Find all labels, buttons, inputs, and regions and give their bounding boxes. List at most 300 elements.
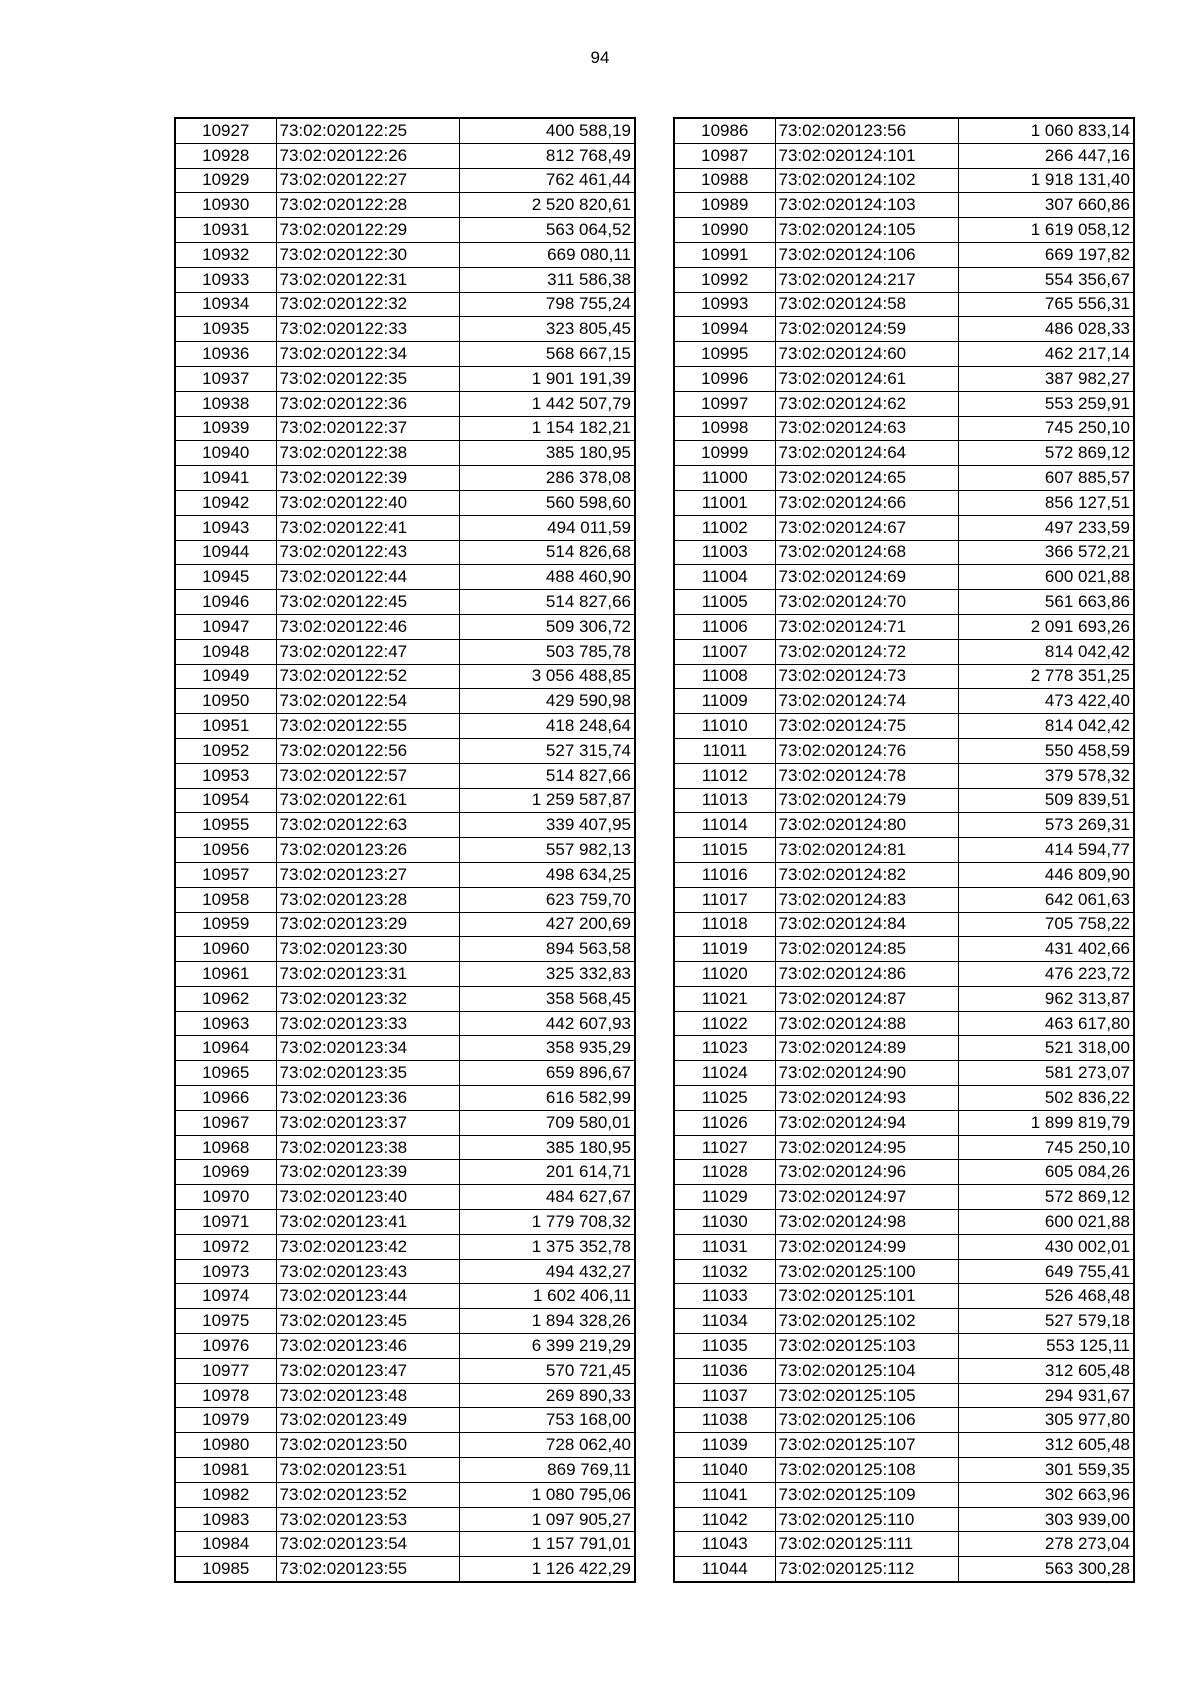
cadastral-number-cell: 73:02:020124:98 (775, 1210, 958, 1235)
table-row (674, 1259, 1134, 1284)
cadastral-number-cell: 73:02:020122:44 (276, 565, 459, 590)
cadastral-number-cell: 73:02:020122:39 (276, 466, 459, 491)
cadastral-number-cell: 73:02:020124:88 (775, 1011, 958, 1036)
value-cell: 1 375 352,78 (459, 1234, 635, 1259)
table-row (175, 118, 635, 143)
table-row (175, 1135, 635, 1160)
value-cell: 442 607,93 (459, 1011, 635, 1036)
table-row (175, 1557, 635, 1582)
cadastral-number-cell: 73:02:020124:75 (775, 714, 958, 739)
cadastral-number-cell: 73:02:020124:76 (775, 738, 958, 763)
row-number-cell: 10966 (175, 1086, 276, 1111)
value-cell: 3 056 488,85 (459, 664, 635, 689)
table-row (674, 1061, 1134, 1086)
row-number-cell: 10952 (175, 738, 276, 763)
row-number-cell: 11033 (674, 1284, 775, 1309)
value-cell: 339 407,95 (459, 813, 635, 838)
row-number-cell: 10930 (175, 193, 276, 218)
table-row (175, 986, 635, 1011)
cadastral-number-cell: 73:02:020125:109 (775, 1482, 958, 1507)
table-row (175, 1284, 635, 1309)
row-number-cell: 11037 (674, 1383, 775, 1408)
cadastral-number-cell: 73:02:020124:97 (775, 1185, 958, 1210)
table-row (175, 342, 635, 367)
value-cell: 568 667,15 (459, 342, 635, 367)
cadastral-number-cell: 73:02:020125:107 (775, 1433, 958, 1458)
row-number-cell: 10967 (175, 1110, 276, 1135)
cadastral-number-cell: 73:02:020123:27 (276, 862, 459, 887)
table-row (175, 466, 635, 491)
cadastral-number-cell: 73:02:020123:33 (276, 1011, 459, 1036)
row-number-cell: 11026 (674, 1110, 775, 1135)
row-number-cell: 10988 (674, 168, 775, 193)
table-row (175, 1532, 635, 1557)
table-row (175, 664, 635, 689)
value-cell: 553 125,11 (958, 1334, 1134, 1359)
value-cell: 325 332,83 (459, 962, 635, 987)
value-cell: 463 617,80 (958, 1011, 1134, 1036)
cadastral-number-cell: 73:02:020122:31 (276, 267, 459, 292)
value-cell: 554 356,67 (958, 267, 1134, 292)
value-cell: 303 939,00 (958, 1507, 1134, 1532)
cadastral-number-cell: 73:02:020123:52 (276, 1482, 459, 1507)
value-cell: 1 918 131,40 (958, 168, 1134, 193)
row-number-cell: 10983 (175, 1507, 276, 1532)
table-row (175, 738, 635, 763)
row-number-cell: 10990 (674, 218, 775, 243)
table-row (674, 342, 1134, 367)
cadastral-number-cell: 73:02:020124:72 (775, 639, 958, 664)
value-cell: 1 894 328,26 (459, 1309, 635, 1334)
table-row (674, 1557, 1134, 1582)
value-cell: 385 180,95 (459, 1135, 635, 1160)
table-row (175, 590, 635, 615)
row-number-cell: 10975 (175, 1309, 276, 1334)
row-number-cell: 10957 (175, 862, 276, 887)
value-cell: 387 982,27 (958, 366, 1134, 391)
table-row (175, 1507, 635, 1532)
value-cell: 765 556,31 (958, 292, 1134, 317)
value-cell: 1 097 905,27 (459, 1507, 635, 1532)
table-row (175, 317, 635, 342)
cadastral-number-cell: 73:02:020124:79 (775, 788, 958, 813)
table-row (674, 962, 1134, 987)
value-cell: 358 935,29 (459, 1036, 635, 1061)
cadastral-number-cell: 73:02:020123:49 (276, 1408, 459, 1433)
table-row (674, 1458, 1134, 1483)
cadastral-number-cell: 73:02:020125:106 (775, 1408, 958, 1433)
table-row (674, 738, 1134, 763)
row-number-cell: 10989 (674, 193, 775, 218)
row-number-cell: 11001 (674, 490, 775, 515)
row-number-cell: 10971 (175, 1210, 276, 1235)
cadastral-number-cell: 73:02:020123:39 (276, 1160, 459, 1185)
value-cell: 2 091 693,26 (958, 614, 1134, 639)
value-cell: 1 619 058,12 (958, 218, 1134, 243)
table-row (674, 1036, 1134, 1061)
row-number-cell: 11000 (674, 466, 775, 491)
value-cell: 430 002,01 (958, 1234, 1134, 1259)
cadastral-number-cell: 73:02:020124:60 (775, 342, 958, 367)
value-cell: 311 586,38 (459, 267, 635, 292)
row-number-cell: 10934 (175, 292, 276, 317)
row-number-cell: 10973 (175, 1259, 276, 1284)
value-cell: 745 250,10 (958, 416, 1134, 441)
value-cell: 798 755,24 (459, 292, 635, 317)
row-number-cell: 11005 (674, 590, 775, 615)
row-number-cell: 10927 (175, 118, 276, 143)
row-number-cell: 11031 (674, 1234, 775, 1259)
cadastral-number-cell: 73:02:020125:112 (775, 1557, 958, 1582)
value-cell: 572 869,12 (958, 1185, 1134, 1210)
cadastral-number-cell: 73:02:020124:59 (775, 317, 958, 342)
value-cell: 762 461,44 (459, 168, 635, 193)
cadastral-number-cell: 73:02:020124:61 (775, 366, 958, 391)
row-number-cell: 10964 (175, 1036, 276, 1061)
row-number-cell: 11030 (674, 1210, 775, 1235)
table-row (175, 1061, 635, 1086)
row-number-cell: 10970 (175, 1185, 276, 1210)
row-number-cell: 11016 (674, 862, 775, 887)
cadastral-number-cell: 73:02:020125:108 (775, 1458, 958, 1483)
table-row (175, 689, 635, 714)
cadastral-number-cell: 73:02:020123:47 (276, 1358, 459, 1383)
value-cell: 503 785,78 (459, 639, 635, 664)
table-row (674, 242, 1134, 267)
row-number-cell: 11022 (674, 1011, 775, 1036)
cadastral-number-cell: 73:02:020125:102 (775, 1309, 958, 1334)
row-number-cell: 10944 (175, 540, 276, 565)
table-row (674, 1309, 1134, 1334)
cadastral-number-cell: 73:02:020124:99 (775, 1234, 958, 1259)
table-row (674, 292, 1134, 317)
table-row (674, 1408, 1134, 1433)
cadastral-number-cell: 73:02:020124:95 (775, 1135, 958, 1160)
value-cell: 414 594,77 (958, 838, 1134, 863)
table-row (175, 1334, 635, 1359)
cadastral-number-cell: 73:02:020123:51 (276, 1458, 459, 1483)
table-row (175, 838, 635, 863)
row-number-cell: 11036 (674, 1358, 775, 1383)
cadastral-number-cell: 73:02:020123:34 (276, 1036, 459, 1061)
value-cell: 1 602 406,11 (459, 1284, 635, 1309)
value-cell: 446 809,90 (958, 862, 1134, 887)
row-number-cell: 11019 (674, 937, 775, 962)
row-number-cell: 10981 (175, 1458, 276, 1483)
table-row (674, 540, 1134, 565)
table-row (674, 218, 1134, 243)
table-row (674, 1532, 1134, 1557)
table-row (674, 1234, 1134, 1259)
value-cell: 1 442 507,79 (459, 391, 635, 416)
registry-table-left (174, 117, 636, 1583)
value-cell: 307 660,86 (958, 193, 1134, 218)
row-number-cell: 11025 (674, 1086, 775, 1111)
table-row (175, 962, 635, 987)
row-number-cell: 10984 (175, 1532, 276, 1557)
cadastral-number-cell: 73:02:020122:57 (276, 763, 459, 788)
table-row (175, 416, 635, 441)
row-number-cell: 10953 (175, 763, 276, 788)
table-row (175, 490, 635, 515)
table-row (674, 168, 1134, 193)
table-row (175, 292, 635, 317)
row-number-cell: 11009 (674, 689, 775, 714)
cadastral-number-cell: 73:02:020124:64 (775, 441, 958, 466)
table-row (674, 1210, 1134, 1235)
row-number-cell: 10932 (175, 242, 276, 267)
value-cell: 709 580,01 (459, 1110, 635, 1135)
row-number-cell: 10996 (674, 366, 775, 391)
row-number-cell: 10948 (175, 639, 276, 664)
row-number-cell: 11040 (674, 1458, 775, 1483)
table-row (674, 1284, 1134, 1309)
value-cell: 814 042,42 (958, 714, 1134, 739)
table-row (674, 515, 1134, 540)
value-cell: 600 021,88 (958, 565, 1134, 590)
table-row (175, 193, 635, 218)
table-row (674, 639, 1134, 664)
row-number-cell: 10961 (175, 962, 276, 987)
row-number-cell: 11004 (674, 565, 775, 590)
cadastral-number-cell: 73:02:020122:33 (276, 317, 459, 342)
row-number-cell: 11034 (674, 1309, 775, 1334)
value-cell: 294 931,67 (958, 1383, 1134, 1408)
table-row (674, 912, 1134, 937)
table-row (674, 391, 1134, 416)
table-row (175, 788, 635, 813)
value-cell: 514 827,66 (459, 590, 635, 615)
table-row (175, 1185, 635, 1210)
cadastral-number-cell: 73:02:020122:41 (276, 515, 459, 540)
cadastral-number-cell: 73:02:020123:55 (276, 1557, 459, 1582)
cadastral-number-cell: 73:02:020124:101 (775, 143, 958, 168)
table-row (674, 366, 1134, 391)
table-row (175, 1234, 635, 1259)
row-number-cell: 10978 (175, 1383, 276, 1408)
table-row (674, 441, 1134, 466)
row-number-cell: 11042 (674, 1507, 775, 1532)
value-cell: 560 598,60 (459, 490, 635, 515)
value-cell: 312 605,48 (958, 1433, 1134, 1458)
value-cell: 812 768,49 (459, 143, 635, 168)
cadastral-number-cell: 73:02:020124:58 (775, 292, 958, 317)
cadastral-number-cell: 73:02:020123:30 (276, 937, 459, 962)
value-cell: 649 755,41 (958, 1259, 1134, 1284)
value-cell: 550 458,59 (958, 738, 1134, 763)
cadastral-number-cell: 73:02:020124:67 (775, 515, 958, 540)
value-cell: 605 084,26 (958, 1160, 1134, 1185)
value-cell: 527 579,18 (958, 1309, 1134, 1334)
row-number-cell: 11015 (674, 838, 775, 863)
table-row (175, 391, 635, 416)
cadastral-number-cell: 73:02:020123:37 (276, 1110, 459, 1135)
table-row (674, 416, 1134, 441)
table-row (674, 1185, 1134, 1210)
value-cell: 753 168,00 (459, 1408, 635, 1433)
table-row (175, 1309, 635, 1334)
row-number-cell: 10931 (175, 218, 276, 243)
table-row (175, 887, 635, 912)
row-number-cell: 10969 (175, 1160, 276, 1185)
cadastral-number-cell: 73:02:020125:101 (775, 1284, 958, 1309)
value-cell: 642 061,63 (958, 887, 1134, 912)
table-row (674, 862, 1134, 887)
table-row (674, 1135, 1134, 1160)
row-number-cell: 10959 (175, 912, 276, 937)
value-cell: 429 590,98 (459, 689, 635, 714)
table-row (175, 639, 635, 664)
row-number-cell: 11028 (674, 1160, 775, 1185)
cadastral-number-cell: 73:02:020122:27 (276, 168, 459, 193)
table-row (674, 1507, 1134, 1532)
table-row (674, 1086, 1134, 1111)
row-number-cell: 10991 (674, 242, 775, 267)
cadastral-number-cell: 73:02:020124:82 (775, 862, 958, 887)
cadastral-number-cell: 73:02:020124:83 (775, 887, 958, 912)
row-number-cell: 10997 (674, 391, 775, 416)
value-cell: 488 460,90 (459, 565, 635, 590)
table-row (674, 1011, 1134, 1036)
table-row (175, 763, 635, 788)
cadastral-number-cell: 73:02:020122:61 (276, 788, 459, 813)
table-row (674, 664, 1134, 689)
table-row (674, 1160, 1134, 1185)
value-cell: 1 154 182,21 (459, 416, 635, 441)
row-number-cell: 10950 (175, 689, 276, 714)
value-cell: 561 663,86 (958, 590, 1134, 615)
row-number-cell: 11003 (674, 540, 775, 565)
table-row (674, 193, 1134, 218)
cadastral-number-cell: 73:02:020123:28 (276, 887, 459, 912)
value-cell: 514 826,68 (459, 540, 635, 565)
value-cell: 286 378,08 (459, 466, 635, 491)
row-number-cell: 10985 (175, 1557, 276, 1582)
cadastral-number-cell: 73:02:020122:56 (276, 738, 459, 763)
cadastral-number-cell: 73:02:020124:94 (775, 1110, 958, 1135)
cadastral-number-cell: 73:02:020123:45 (276, 1309, 459, 1334)
cadastral-number-cell: 73:02:020122:35 (276, 366, 459, 391)
value-cell: 269 890,33 (459, 1383, 635, 1408)
value-cell: 379 578,32 (958, 763, 1134, 788)
cadastral-number-cell: 73:02:020124:89 (775, 1036, 958, 1061)
table-row (674, 1334, 1134, 1359)
table-row (674, 838, 1134, 863)
value-cell: 484 627,67 (459, 1185, 635, 1210)
page-number: 94 (590, 48, 610, 67)
cadastral-number-cell: 73:02:020122:25 (276, 118, 459, 143)
row-number-cell: 10940 (175, 441, 276, 466)
table-row (674, 118, 1134, 143)
value-cell: 616 582,99 (459, 1086, 635, 1111)
cadastral-number-cell: 73:02:020123:46 (276, 1334, 459, 1359)
table-row (674, 1433, 1134, 1458)
row-number-cell: 11041 (674, 1482, 775, 1507)
cadastral-number-cell: 73:02:020123:48 (276, 1383, 459, 1408)
cadastral-number-cell: 73:02:020124:71 (775, 614, 958, 639)
cadastral-number-cell: 73:02:020124:62 (775, 391, 958, 416)
value-cell: 278 273,04 (958, 1532, 1134, 1557)
table-row (175, 441, 635, 466)
value-cell: 462 217,14 (958, 342, 1134, 367)
value-cell: 2 778 351,25 (958, 664, 1134, 689)
table-row (674, 986, 1134, 1011)
row-number-cell: 10974 (175, 1284, 276, 1309)
value-cell: 400 588,19 (459, 118, 635, 143)
cadastral-number-cell: 73:02:020125:105 (775, 1383, 958, 1408)
cadastral-number-cell: 73:02:020124:70 (775, 590, 958, 615)
value-cell: 418 248,64 (459, 714, 635, 739)
table-row (175, 1086, 635, 1111)
value-cell: 494 432,27 (459, 1259, 635, 1284)
row-number-cell: 10955 (175, 813, 276, 838)
row-number-cell: 11027 (674, 1135, 775, 1160)
table-row (175, 1482, 635, 1507)
value-cell: 814 042,42 (958, 639, 1134, 664)
row-number-cell: 10936 (175, 342, 276, 367)
table-row (674, 689, 1134, 714)
cadastral-number-cell: 73:02:020125:110 (775, 1507, 958, 1532)
row-number-cell: 10933 (175, 267, 276, 292)
value-cell: 581 273,07 (958, 1061, 1134, 1086)
cadastral-number-cell: 73:02:020124:68 (775, 540, 958, 565)
value-cell: 669 080,11 (459, 242, 635, 267)
row-number-cell: 11029 (674, 1185, 775, 1210)
row-number-cell: 11038 (674, 1408, 775, 1433)
row-number-cell: 10995 (674, 342, 775, 367)
value-cell: 745 250,10 (958, 1135, 1134, 1160)
cadastral-number-cell: 73:02:020122:54 (276, 689, 459, 714)
row-number-cell: 11024 (674, 1061, 775, 1086)
table-row (175, 1110, 635, 1135)
table-row (674, 1110, 1134, 1135)
row-number-cell: 11012 (674, 763, 775, 788)
cadastral-number-cell: 73:02:020125:100 (775, 1259, 958, 1284)
row-number-cell: 10935 (175, 317, 276, 342)
table-row (674, 788, 1134, 813)
value-cell: 201 614,71 (459, 1160, 635, 1185)
value-cell: 1 157 791,01 (459, 1532, 635, 1557)
value-cell: 366 572,21 (958, 540, 1134, 565)
cadastral-number-cell: 73:02:020123:56 (775, 118, 958, 143)
value-cell: 1 779 708,32 (459, 1210, 635, 1235)
cadastral-number-cell: 73:02:020124:65 (775, 466, 958, 491)
cadastral-number-cell: 73:02:020124:93 (775, 1086, 958, 1111)
table-row (175, 937, 635, 962)
table-row (175, 614, 635, 639)
cadastral-number-cell: 73:02:020122:43 (276, 540, 459, 565)
value-cell: 563 064,52 (459, 218, 635, 243)
value-cell: 302 663,96 (958, 1482, 1134, 1507)
cadastral-number-cell: 73:02:020124:85 (775, 937, 958, 962)
value-cell: 305 977,80 (958, 1408, 1134, 1433)
table-row (674, 317, 1134, 342)
row-number-cell: 10943 (175, 515, 276, 540)
row-number-cell: 11021 (674, 986, 775, 1011)
row-number-cell: 10958 (175, 887, 276, 912)
value-cell: 705 758,22 (958, 912, 1134, 937)
value-cell: 856 127,51 (958, 490, 1134, 515)
cadastral-number-cell: 73:02:020122:28 (276, 193, 459, 218)
row-number-cell: 11018 (674, 912, 775, 937)
value-cell: 473 422,40 (958, 689, 1134, 714)
row-number-cell: 10942 (175, 490, 276, 515)
value-cell: 894 563,58 (459, 937, 635, 962)
cadastral-number-cell: 73:02:020124:74 (775, 689, 958, 714)
row-number-cell: 10946 (175, 590, 276, 615)
cadastral-number-cell: 73:02:020124:90 (775, 1061, 958, 1086)
table-row (175, 515, 635, 540)
